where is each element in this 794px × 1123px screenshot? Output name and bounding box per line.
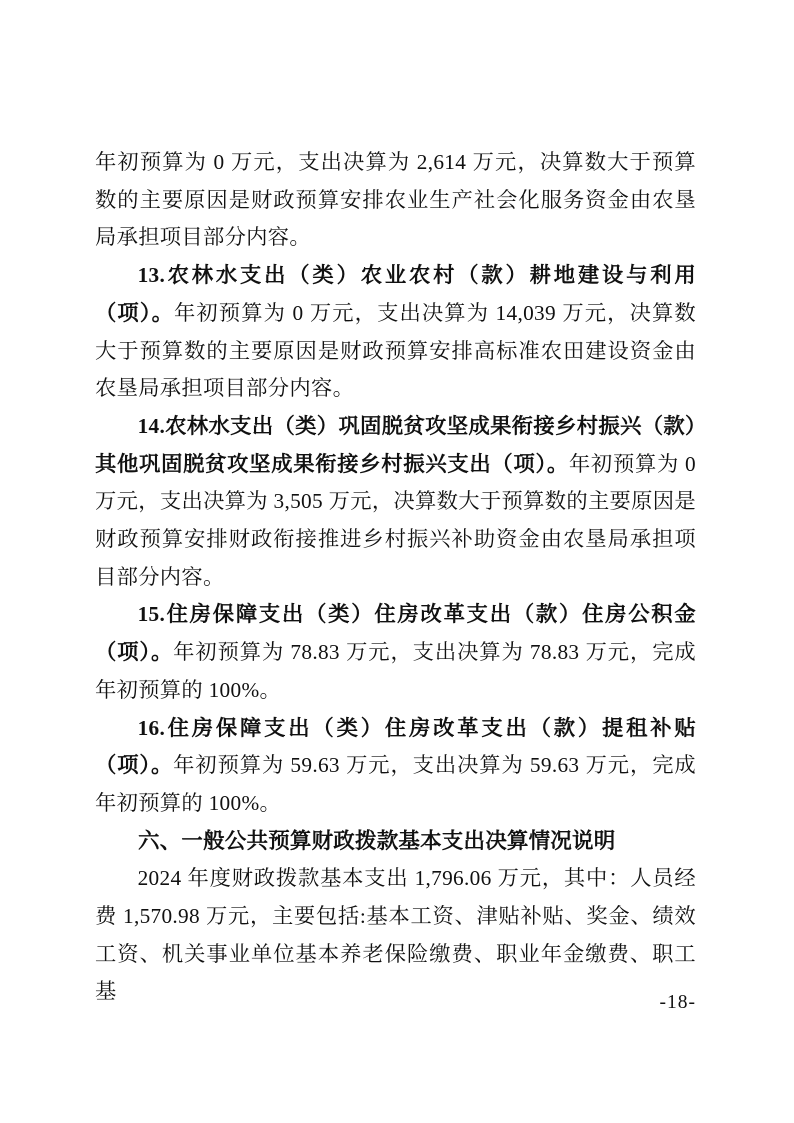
section-6-heading: 六、一般公共预算财政拨款基本支出决算情况说明	[138, 828, 616, 853]
basic-expenditure-paragraph	[95, 860, 696, 1011]
paragraph-12-continuation	[95, 144, 696, 257]
item-13-body: 年初预算为 0 万元，支出决算为 14,039 万元，决算数大于预算数的主要原因是财政预算安排高标准农田建设资金由农垦局承担项目部分内容。	[95, 300, 696, 401]
basic-expenditure-text: 2024 年度财政拨款基本支出 1,796.06 万元，其中：人员经费 1,570.98 万元，主要包括:基本工资、津贴补贴、奖金、绩效工资、机关事业单位基本养老保险缴费、职业年金缴费、职工基	[95, 866, 696, 1004]
item-15-paragraph	[95, 596, 696, 709]
page-number: -18-	[659, 992, 696, 1013]
item-16-paragraph	[95, 710, 696, 823]
item-15-heading: 15.住房保障支出（类）住房改革支出（款）住房公积金（项）。	[95, 602, 696, 665]
item-14-paragraph	[95, 408, 696, 597]
item-15-body: 年初预算为 78.83 万元，支出决算为 78.83 万元，完成年初预算的 100%。	[95, 640, 696, 702]
item-14-body: 年初预算为 0 万元，支出决算为 3,505 万元，决算数大于预算数的主要原因是财政预算安排财政衔接推进乡村振兴补助资金由农垦局承担项目部分内容。	[95, 451, 697, 589]
paragraph-12-continuation-text: 年初预算为 0 万元，支出决算为 2,614 万元，决算数大于预算数的主要原因是财政预算安排农业生产社会化服务资金由农垦局承担项目部分内容。	[95, 150, 696, 250]
item-14-heading: 14.农林水支出（类）巩固脱贫攻坚成果衔接乡村振兴（款）其他巩固脱贫攻坚成果衔接乡村振兴支出（项）。	[95, 413, 696, 476]
item-16-body: 年初预算为 59.63 万元，支出决算为 59.63 万元，完成年初预算的 100%。	[95, 753, 696, 815]
item-16-heading: 16.住房保障支出（类）住房改革支出（款）提租补贴（项）。	[95, 715, 696, 778]
item-13-paragraph	[95, 257, 696, 408]
item-13-heading: 13.农林水支出（类）农业农村（款）耕地建设与利用（项）。	[95, 263, 696, 325]
page-body-text	[95, 144, 696, 1011]
